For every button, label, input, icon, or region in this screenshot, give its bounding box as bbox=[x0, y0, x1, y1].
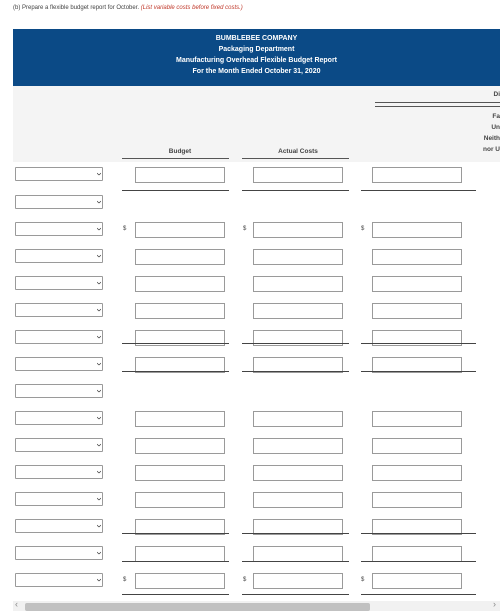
budget-text-field-1[interactable] bbox=[136, 170, 224, 184]
total-rule-6-2 bbox=[242, 594, 349, 595]
chevron-down-icon: › bbox=[93, 308, 105, 312]
difference-text-field-3[interactable] bbox=[373, 252, 461, 266]
budget-input-3[interactable] bbox=[135, 249, 225, 265]
difference-text-field-8[interactable] bbox=[373, 414, 461, 428]
budget-input-14[interactable] bbox=[135, 573, 225, 589]
instruction-text bbox=[13, 5, 243, 11]
report-title: Manufacturing Overhead Flexible Budget Report bbox=[175, 57, 338, 64]
account-select-15[interactable] bbox=[15, 546, 103, 560]
total-rule-2-1 bbox=[122, 343, 229, 344]
difference-dollar-sign-2: $ bbox=[361, 577, 365, 583]
budget-input-9[interactable] bbox=[135, 438, 225, 454]
total-rule-1-1 bbox=[122, 190, 229, 191]
total-rule-4-1 bbox=[122, 533, 229, 534]
difference-input-11[interactable] bbox=[372, 492, 462, 508]
budget-input-4[interactable] bbox=[135, 276, 225, 292]
total-rule-2-3 bbox=[361, 343, 476, 344]
difference-text-field-5[interactable] bbox=[373, 306, 461, 320]
account-select-9[interactable] bbox=[15, 384, 103, 398]
total-rule-5-3 bbox=[361, 561, 476, 562]
actual-input-8[interactable] bbox=[253, 411, 343, 427]
instruction-prefix: (b) Prepare a flexible budget report for October. bbox=[13, 5, 140, 11]
budget-input-11[interactable] bbox=[135, 492, 225, 508]
actual-input-13[interactable] bbox=[253, 546, 343, 562]
total-rule-4-3 bbox=[361, 533, 476, 534]
report-header-banner bbox=[13, 29, 500, 86]
budget-text-field-3[interactable] bbox=[136, 252, 224, 266]
account-select-3[interactable] bbox=[15, 222, 103, 236]
budget-dollar-sign-1: $ bbox=[123, 226, 127, 232]
total-rule-6-1 bbox=[122, 594, 229, 595]
budget-input-8[interactable] bbox=[135, 411, 225, 427]
budget-input-10[interactable] bbox=[135, 465, 225, 481]
account-select-12[interactable] bbox=[15, 465, 103, 479]
actual-text-field-11[interactable] bbox=[254, 495, 342, 509]
difference-text-field-2[interactable] bbox=[373, 225, 461, 239]
chevron-down-icon: › bbox=[93, 578, 105, 582]
actual-dollar-sign-2: $ bbox=[243, 577, 247, 583]
budget-column-header: Budget bbox=[168, 148, 192, 155]
budget-text-field-11[interactable] bbox=[136, 495, 224, 509]
difference-input-4[interactable] bbox=[372, 276, 462, 292]
actual-text-field-4[interactable] bbox=[254, 279, 342, 293]
difference-input-8[interactable] bbox=[372, 411, 462, 427]
actual-input-11[interactable] bbox=[253, 492, 343, 508]
budget-text-field-6[interactable] bbox=[136, 333, 224, 347]
unfavorable-label: Un bbox=[491, 124, 500, 131]
actual-input-2[interactable] bbox=[253, 222, 343, 238]
total-rule-2-2 bbox=[242, 343, 349, 344]
difference-label: Di bbox=[493, 91, 500, 98]
chevron-down-icon: › bbox=[93, 254, 105, 258]
account-select-5[interactable] bbox=[15, 276, 103, 290]
account-select-14[interactable] bbox=[15, 519, 103, 533]
budget-input-2[interactable] bbox=[135, 222, 225, 238]
budget-dollar-sign-2: $ bbox=[123, 577, 127, 583]
actual-input-14[interactable] bbox=[253, 573, 343, 589]
difference-text-field-9[interactable] bbox=[373, 441, 461, 455]
company-name: BUMBLEBEE COMPANY bbox=[215, 35, 298, 42]
difference-input-2[interactable] bbox=[372, 222, 462, 238]
chevron-down-icon: › bbox=[93, 200, 105, 204]
actual-header-rule bbox=[242, 158, 349, 159]
chevron-down-icon: › bbox=[93, 443, 105, 447]
difference-input-14[interactable] bbox=[372, 573, 462, 589]
actual-text-field-8[interactable] bbox=[254, 414, 342, 428]
account-select-1[interactable] bbox=[15, 167, 103, 181]
actual-input-4[interactable] bbox=[253, 276, 343, 292]
difference-input-10[interactable] bbox=[372, 465, 462, 481]
actual-input-9[interactable] bbox=[253, 438, 343, 454]
account-select-10[interactable] bbox=[15, 411, 103, 425]
total-rule-3-1 bbox=[122, 371, 229, 372]
nor-label: nor U bbox=[483, 146, 500, 153]
budget-input-1[interactable] bbox=[135, 167, 225, 183]
account-select-11[interactable] bbox=[15, 438, 103, 452]
difference-input-3[interactable] bbox=[372, 249, 462, 265]
difference-dollar-sign-1: $ bbox=[361, 226, 365, 232]
budget-input-5[interactable] bbox=[135, 303, 225, 319]
favorable-label: Fa bbox=[492, 113, 500, 120]
neither-label: Neith bbox=[483, 135, 500, 142]
budget-text-field-5[interactable] bbox=[136, 306, 224, 320]
account-select-13[interactable] bbox=[15, 492, 103, 506]
chevron-down-icon: › bbox=[93, 172, 105, 176]
difference-text-field-10[interactable] bbox=[373, 468, 461, 482]
chevron-down-icon: › bbox=[93, 551, 105, 555]
difference-text-field-6[interactable] bbox=[373, 333, 461, 347]
account-select-7[interactable] bbox=[15, 330, 103, 344]
actual-input-1[interactable] bbox=[253, 167, 343, 183]
actual-column-header: Actual Costs bbox=[278, 148, 318, 155]
difference-input-1[interactable] bbox=[372, 167, 462, 183]
scrollbar-thumb[interactable] bbox=[25, 603, 370, 611]
actual-dollar-sign-1: $ bbox=[243, 226, 247, 232]
chevron-down-icon: › bbox=[93, 335, 105, 339]
total-rule-3-3 bbox=[361, 371, 476, 372]
total-rule-6-3 bbox=[361, 594, 476, 595]
chevron-down-icon: › bbox=[93, 497, 105, 501]
difference-text-field-14[interactable] bbox=[373, 576, 461, 590]
actual-text-field-14[interactable] bbox=[254, 576, 342, 590]
account-select-8[interactable] bbox=[15, 357, 103, 371]
total-rule-1-3 bbox=[361, 190, 476, 191]
total-rule-5-1 bbox=[122, 561, 229, 562]
budget-text-field-4[interactable] bbox=[136, 279, 224, 293]
actual-input-3[interactable] bbox=[253, 249, 343, 265]
total-rule-1-2 bbox=[242, 190, 349, 191]
account-select-4[interactable] bbox=[15, 249, 103, 263]
scroll-right-icon[interactable]: › bbox=[493, 599, 496, 609]
chevron-down-icon: › bbox=[93, 227, 105, 231]
chevron-down-icon: › bbox=[93, 416, 105, 420]
total-rule-5-2 bbox=[242, 561, 349, 562]
actual-text-field-2[interactable] bbox=[254, 225, 342, 239]
scroll-left-icon[interactable]: ‹ bbox=[15, 599, 18, 609]
budget-text-field-10[interactable] bbox=[136, 468, 224, 482]
budget-text-field-2[interactable] bbox=[136, 225, 224, 239]
budget-header-rule bbox=[122, 158, 229, 159]
budget-text-field-9[interactable] bbox=[136, 441, 224, 455]
budget-input-13[interactable] bbox=[135, 546, 225, 562]
difference-rule bbox=[375, 102, 500, 103]
difference-text-field-11[interactable] bbox=[373, 495, 461, 509]
chevron-down-icon: › bbox=[93, 389, 105, 393]
actual-text-field-10[interactable] bbox=[254, 468, 342, 482]
difference-text-field-4[interactable] bbox=[373, 279, 461, 293]
account-select-2[interactable] bbox=[15, 195, 103, 209]
budget-text-field-8[interactable] bbox=[136, 414, 224, 428]
budget-text-field-14[interactable] bbox=[136, 576, 224, 590]
actual-input-5[interactable] bbox=[253, 303, 343, 319]
difference-input-13[interactable] bbox=[372, 546, 462, 562]
chevron-down-icon: › bbox=[93, 470, 105, 474]
actual-input-10[interactable] bbox=[253, 465, 343, 481]
horizontal-scrollbar[interactable] bbox=[13, 601, 500, 611]
difference-input-5[interactable] bbox=[372, 303, 462, 319]
actual-text-field-1[interactable] bbox=[254, 170, 342, 184]
total-rule-4-2 bbox=[242, 533, 349, 534]
actual-text-field-9[interactable] bbox=[254, 441, 342, 455]
report-period: For the Month Ended October 31, 2020 bbox=[192, 68, 321, 75]
account-select-16[interactable] bbox=[15, 573, 103, 587]
actual-text-field-3[interactable] bbox=[254, 252, 342, 266]
difference-text-field-1[interactable] bbox=[373, 170, 461, 184]
total-rule-3-2 bbox=[242, 371, 349, 372]
department-name: Packaging Department bbox=[218, 46, 295, 53]
difference-underline bbox=[375, 106, 500, 107]
chevron-down-icon: › bbox=[93, 524, 105, 528]
chevron-down-icon: › bbox=[93, 362, 105, 366]
actual-text-field-6[interactable] bbox=[254, 333, 342, 347]
account-select-6[interactable] bbox=[15, 303, 103, 317]
actual-text-field-5[interactable] bbox=[254, 306, 342, 320]
instruction-hint: (List variable costs before fixed costs.) bbox=[140, 5, 243, 11]
chevron-down-icon: › bbox=[93, 281, 105, 285]
difference-input-9[interactable] bbox=[372, 438, 462, 454]
